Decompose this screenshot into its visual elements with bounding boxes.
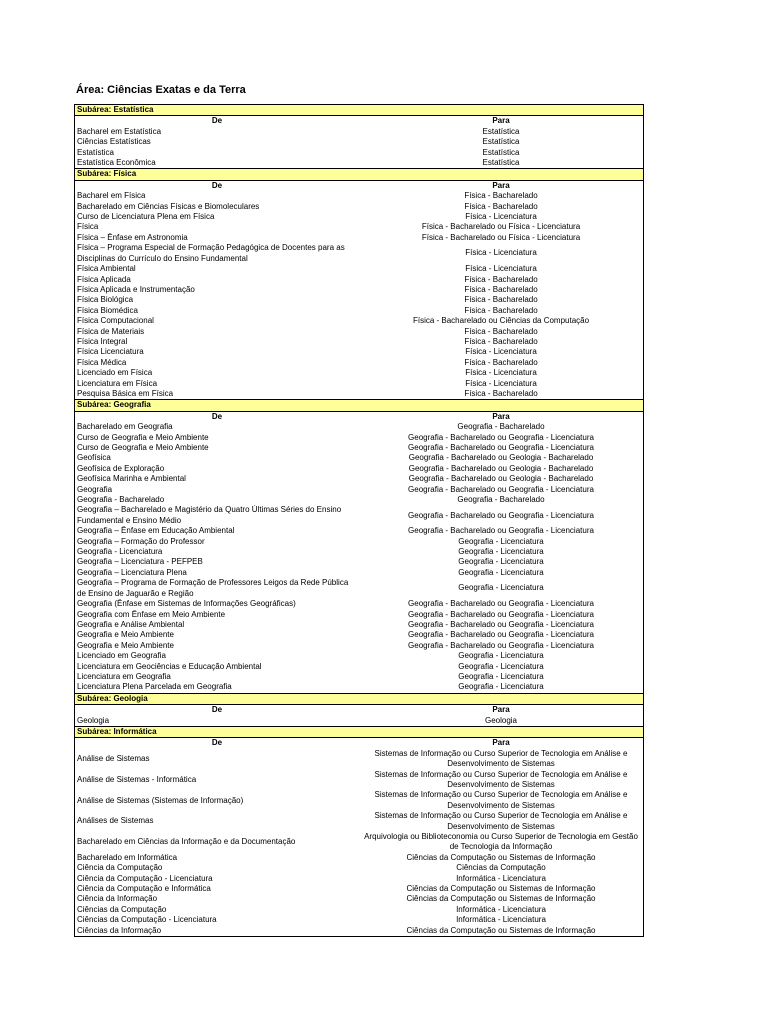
column-header-para: Para: [359, 116, 644, 127]
column-header-para: Para: [359, 411, 644, 422]
column-header-row: [75, 180, 644, 191]
cell-de: Física Computacional: [75, 316, 360, 326]
column-header-para: Para: [359, 738, 644, 749]
table-row: [75, 874, 644, 884]
table-row: [75, 464, 644, 474]
cell-para: Geografia - Licenciatura: [359, 651, 644, 661]
subarea-row: [75, 105, 644, 116]
cell-para: Geografia - Licenciatura: [359, 537, 644, 547]
cell-para: Ciências da Computação ou Sistemas de Informação: [359, 884, 644, 894]
cell-para: Física - Bacharelado: [359, 191, 644, 201]
cell-para: Sistemas de Informação ou Curso Superior de Tecnologia em Análise e Desenvolvimento de Sistemas: [359, 749, 644, 770]
cell-para: Estatística: [359, 137, 644, 147]
cell-de: Ciências da Informação: [75, 926, 360, 937]
cell-para: Geografia - Bacharelado ou Geografia - Licenciatura: [359, 610, 644, 620]
cell-para: Física - Bacharelado: [359, 202, 644, 212]
cell-de: Bacharel em Física: [75, 191, 360, 201]
table-row: [75, 148, 644, 158]
column-header-de: De: [75, 738, 360, 749]
cell-de: Geografia – Programa de Formação de Professores Leigos da Rede Pública de Ensino de Jaguarão e Região: [75, 578, 360, 599]
cell-para: Estatística: [359, 127, 644, 137]
table-row: [75, 137, 644, 147]
cell-de: Ciências Estatísticas: [75, 137, 360, 147]
cell-de: Bacharelado em Ciências Físicas e Biomoleculares: [75, 202, 360, 212]
column-header-para: Para: [359, 705, 644, 716]
cell-de: Física Médica: [75, 358, 360, 368]
table-row: [75, 358, 644, 368]
cell-para: Ciências da Computação ou Sistemas de Informação: [359, 926, 644, 937]
table-row: [75, 316, 644, 326]
cell-para: Física - Bacharelado: [359, 327, 644, 337]
cell-para: Física - Bacharelado ou Física - Licenciatura: [359, 233, 644, 243]
column-header-row: [75, 738, 644, 749]
column-header-de: De: [75, 411, 360, 422]
table-row: [75, 443, 644, 453]
column-header-de: De: [75, 180, 360, 191]
cell-para: Geografia - Bacharelado ou Geologia - Bacharelado: [359, 474, 644, 484]
cell-para: Física - Bacharelado: [359, 389, 644, 400]
cell-de: Geografia – Licenciatura - PEFPEB: [75, 557, 360, 567]
cell-de: Licenciatura em Geociências e Educação Ambiental: [75, 662, 360, 672]
cell-de: Curso de Geografia e Meio Ambiente: [75, 433, 360, 443]
table-row: [75, 905, 644, 915]
table-row: [75, 547, 644, 557]
table-row: [75, 222, 644, 232]
table-row: [75, 853, 644, 863]
cell-para: Geografia - Bacharelado ou Geografia - Licenciatura: [359, 485, 644, 495]
cell-de: Licenciatura em Física: [75, 379, 360, 389]
page-title: Área: Ciências Exatas e da Terra: [76, 84, 246, 96]
cell-para: Geografia - Bacharelado ou Geografia - Licenciatura: [359, 620, 644, 630]
cell-para: Geografia - Bacharelado ou Geologia - Bacharelado: [359, 464, 644, 474]
cell-para: Física - Bacharelado: [359, 285, 644, 295]
table-row: [75, 610, 644, 620]
column-header-row: [75, 116, 644, 127]
cell-de: Física Aplicada e Instrumentação: [75, 285, 360, 295]
cell-para: Geografia - Licenciatura: [359, 578, 644, 599]
cell-para: Geografia - Bacharelado ou Geografia - Licenciatura: [359, 630, 644, 640]
table-row: [75, 433, 644, 443]
cell-de: Física Ambiental: [75, 264, 360, 274]
cell-de: Estatística Econômica: [75, 158, 360, 169]
cell-de: Licenciado em Física: [75, 368, 360, 378]
cell-para: Física - Licenciatura: [359, 347, 644, 357]
table-row: [75, 422, 644, 432]
table-row: [75, 306, 644, 316]
cell-para: Geografia - Licenciatura: [359, 568, 644, 578]
cell-de: Bacharel em Estatística: [75, 127, 360, 137]
cell-de: Geografia com Ênfase em Meio Ambiente: [75, 610, 360, 620]
table-row: [75, 127, 644, 137]
subarea-row: [75, 169, 644, 180]
cell-para: Física - Bacharelado ou Física - Licenciatura: [359, 222, 644, 232]
cell-para: Física - Bacharelado ou Ciências da Computação: [359, 316, 644, 326]
subarea-row: [75, 400, 644, 411]
table-row: [75, 243, 644, 264]
cell-de: Análise de Sistemas (Sistemas de Informação): [75, 790, 360, 811]
subarea-row: [75, 693, 644, 704]
cell-de: Ciência da Computação: [75, 863, 360, 873]
cell-para: Geografia - Bacharelado ou Geografia - Licenciatura: [359, 641, 644, 651]
table-row: [75, 379, 644, 389]
cell-de: Geografia – Formação do Professor: [75, 537, 360, 547]
cell-de: Física de Materiais: [75, 327, 360, 337]
cell-para: Física - Licenciatura: [359, 212, 644, 222]
table-row: [75, 485, 644, 495]
cell-para: Informática - Licenciatura: [359, 874, 644, 884]
cell-de: Geologia: [75, 716, 360, 727]
cell-para: Geografia - Bacharelado: [359, 422, 644, 432]
cell-de: Ciências da Computação: [75, 905, 360, 915]
cell-para: Geografia - Bacharelado ou Geografia - Licenciatura: [359, 443, 644, 453]
cell-para: Geografia - Bacharelado ou Geografia - Licenciatura: [359, 526, 644, 536]
table-row: [75, 264, 644, 274]
cell-para: Ciências da Computação ou Sistemas de Informação: [359, 894, 644, 904]
cell-de: Geografia e Análise Ambiental: [75, 620, 360, 630]
cell-de: Geografia e Meio Ambiente: [75, 641, 360, 651]
table-row: [75, 537, 644, 547]
table-body: [75, 105, 644, 937]
cell-para: Geografia - Bacharelado ou Geografia - Licenciatura: [359, 433, 644, 443]
cell-de: Ciência da Computação e Informática: [75, 884, 360, 894]
table-row: [75, 453, 644, 463]
table-row: [75, 716, 644, 727]
cell-de: Análises de Sistemas: [75, 811, 360, 832]
cell-para: Geografia - Licenciatura: [359, 547, 644, 557]
table-row: [75, 662, 644, 672]
table-row: [75, 790, 644, 811]
table-row: [75, 158, 644, 169]
table-row: [75, 641, 644, 651]
subarea-label: Subárea: Física: [75, 169, 644, 180]
cell-para: Física - Bacharelado: [359, 275, 644, 285]
cell-de: Ciência da Informação: [75, 894, 360, 904]
table-row: [75, 347, 644, 357]
cell-para: Geologia: [359, 716, 644, 727]
cell-para: Física - Bacharelado: [359, 358, 644, 368]
cell-de: Bacharelado em Ciências da Informação e da Documentação: [75, 832, 360, 853]
cell-para: Física - Bacharelado: [359, 337, 644, 347]
cell-para: Geografia - Bacharelado ou Geologia - Bacharelado: [359, 453, 644, 463]
table-row: [75, 191, 644, 201]
table-row: [75, 651, 644, 661]
cell-para: Física - Licenciatura: [359, 368, 644, 378]
cell-para: Sistemas de Informação ou Curso Superior de Tecnologia em Análise e Desenvolvimento de Sistemas: [359, 811, 644, 832]
table-row: [75, 915, 644, 925]
table-row: [75, 327, 644, 337]
cell-para: Física - Bacharelado: [359, 295, 644, 305]
cell-de: Física Biológica: [75, 295, 360, 305]
table-row: [75, 884, 644, 894]
cell-de: Licenciatura Plena Parcelada em Geografia: [75, 682, 360, 693]
table-row: [75, 505, 644, 526]
table-row: [75, 630, 644, 640]
cell-de: Geografia – Bacharelado e Magistério da Quatro Últimas Séries do Ensino Fundamental e Ensino Médio: [75, 505, 360, 526]
table-row: [75, 620, 644, 630]
table-row: [75, 233, 644, 243]
column-header-de: De: [75, 705, 360, 716]
table-row: [75, 212, 644, 222]
cell-de: Física Integral: [75, 337, 360, 347]
table-row: [75, 368, 644, 378]
column-header-de: De: [75, 116, 360, 127]
cell-de: Física – Programa Especial de Formação Pedagógica de Docentes para as Disciplinas do Currículo do Ensino Fundamental: [75, 243, 360, 264]
cell-para: Informática - Licenciatura: [359, 905, 644, 915]
cell-para: Geografia - Bacharelado: [359, 495, 644, 505]
cell-de: Física Aplicada: [75, 275, 360, 285]
table-row: [75, 682, 644, 693]
cell-para: Física - Licenciatura: [359, 243, 644, 264]
cell-de: Pesquisa Básica em Física: [75, 389, 360, 400]
cell-de: Geografia: [75, 485, 360, 495]
cell-para: Geografia - Bacharelado ou Geografia - Licenciatura: [359, 599, 644, 609]
cell-para: Ciências da Computação: [359, 863, 644, 873]
table-row: [75, 749, 644, 770]
cell-de: Geografia – Licenciatura Plena: [75, 568, 360, 578]
cell-para: Física - Licenciatura: [359, 379, 644, 389]
cell-de: Geografia – Ênfase em Educação Ambiental: [75, 526, 360, 536]
cell-de: Curso de Licenciatura Plena em Física: [75, 212, 360, 222]
cell-de: Geografia - Bacharelado: [75, 495, 360, 505]
table-row: [75, 275, 644, 285]
table-row: [75, 894, 644, 904]
subarea-label: Subárea: Estatística: [75, 105, 644, 116]
table-row: [75, 832, 644, 853]
cell-de: Geografia e Meio Ambiente: [75, 630, 360, 640]
table-row: [75, 811, 644, 832]
subarea-label: Subárea: Informática: [75, 726, 644, 737]
cell-de: Geografia - Licenciatura: [75, 547, 360, 557]
column-header-para: Para: [359, 180, 644, 191]
table-row: [75, 770, 644, 791]
cell-de: Análise de Sistemas: [75, 749, 360, 770]
table-row: [75, 557, 644, 567]
cell-para: Geografia - Licenciatura: [359, 557, 644, 567]
cell-para: Sistemas de Informação ou Curso Superior de Tecnologia em Análise e Desenvolvimento de Sistemas: [359, 770, 644, 791]
cell-de: Física: [75, 222, 360, 232]
table-row: [75, 526, 644, 536]
subarea-label: Subárea: Geografia: [75, 400, 644, 411]
cell-de: Licenciatura em Geografia: [75, 672, 360, 682]
table-row: [75, 599, 644, 609]
cell-para: Ciências da Computação ou Sistemas de Informação: [359, 853, 644, 863]
table-row: [75, 285, 644, 295]
cell-de: Geofísica de Exploração: [75, 464, 360, 474]
cell-de: Bacharelado em Geografia: [75, 422, 360, 432]
subarea-row: [75, 726, 644, 737]
table-row: [75, 672, 644, 682]
cell-de: Análise de Sistemas - Informática: [75, 770, 360, 791]
cell-de: Curso de Geografia e Meio Ambiente: [75, 443, 360, 453]
cell-de: Ciências da Computação - Licenciatura: [75, 915, 360, 925]
column-header-row: [75, 705, 644, 716]
cell-de: Geofísica: [75, 453, 360, 463]
cell-de: Ciência da Computação - Licenciatura: [75, 874, 360, 884]
cell-para: Geografia - Licenciatura: [359, 672, 644, 682]
table-row: [75, 568, 644, 578]
table-row: [75, 578, 644, 599]
cell-para: Física - Bacharelado: [359, 306, 644, 316]
cell-para: Informática - Licenciatura: [359, 915, 644, 925]
cell-de: Física – Ênfase em Astronomia: [75, 233, 360, 243]
cell-de: Bacharelado em Informática: [75, 853, 360, 863]
cell-de: Física Licenciatura: [75, 347, 360, 357]
cell-de: Geofísica Marinha e Ambiental: [75, 474, 360, 484]
table-row: [75, 863, 644, 873]
table-row: [75, 474, 644, 484]
cell-de: Geografia (Ênfase em Sistemas de Informações Geográficas): [75, 599, 360, 609]
cell-de: Licenciado em Geografia: [75, 651, 360, 661]
cell-para: Estatística: [359, 158, 644, 169]
table-row: [75, 389, 644, 400]
cell-para: Estatística: [359, 148, 644, 158]
cell-para: Sistemas de Informação ou Curso Superior de Tecnologia em Análise e Desenvolvimento de Sistemas: [359, 790, 644, 811]
column-header-row: [75, 411, 644, 422]
cell-para: Arquivologia ou Biblioteconomia ou Curso Superior de Tecnologia em Gestão de Tecnologia da Informação: [359, 832, 644, 853]
table-row: [75, 202, 644, 212]
table-row: [75, 337, 644, 347]
subarea-label: Subárea: Geologia: [75, 693, 644, 704]
cell-para: Geografia - Bacharelado ou Geografia - Licenciatura: [359, 505, 644, 526]
cell-para: Física - Licenciatura: [359, 264, 644, 274]
cell-de: Estatística: [75, 148, 360, 158]
cell-de: Física Biomédica: [75, 306, 360, 316]
table-row: [75, 926, 644, 937]
cell-para: Geografia - Licenciatura: [359, 662, 644, 672]
table-row: [75, 495, 644, 505]
table-row: [75, 295, 644, 305]
equivalence-table: [74, 104, 644, 937]
cell-para: Geografia - Licenciatura: [359, 682, 644, 693]
